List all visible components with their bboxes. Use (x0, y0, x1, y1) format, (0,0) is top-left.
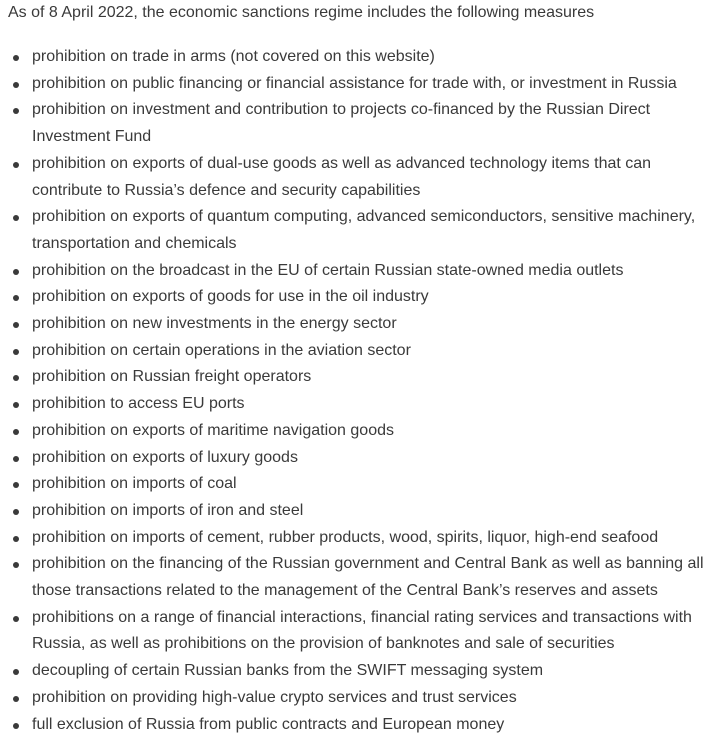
bullet-icon (13, 269, 19, 275)
list-item-text: prohibitions on a range of financial interactions, financial rating services and transactions with Russia, as well as prohibitions on the provision of banknotes and sale of securities (32, 608, 692, 653)
list-item-text: prohibition on new investments in the energy sector (32, 315, 397, 333)
list-item (8, 498, 720, 525)
bullet-icon (13, 429, 19, 435)
list-item (8, 712, 720, 739)
bullet-icon (13, 509, 19, 515)
measures-list (8, 44, 720, 738)
bullet-icon (13, 55, 19, 61)
list-item-text: prohibition on exports of quantum computing, advanced semiconductors, sensitive machinery, transportation and chemicals (32, 208, 696, 252)
list-item (8, 204, 720, 257)
list-item-text: prohibition on exports of goods for use in the oil industry (32, 288, 429, 306)
list-item (8, 311, 720, 338)
list-item (8, 658, 720, 685)
list-item-text: prohibition on the broadcast in the EU of certain Russian state-owned media outlets (32, 261, 624, 279)
list-item (8, 525, 720, 552)
list-item (8, 364, 720, 391)
list-item (8, 44, 720, 71)
list-item-text: prohibition on public financing or financial assistance for trade with, or investment in Russia (32, 74, 677, 92)
list-item (8, 605, 720, 658)
bullet-icon (13, 108, 19, 114)
list-item (8, 471, 720, 498)
list-item-text: prohibition to access EU ports (32, 395, 245, 413)
list-item-text: prohibition on certain operations in the aviation sector (32, 341, 411, 359)
list-item-text: prohibition on trade in arms (not covered on this website) (32, 48, 435, 65)
list-item-text: prohibition on Russian freight operators (32, 368, 312, 386)
list-item (8, 151, 720, 204)
list-item (8, 284, 720, 311)
list-item-text: prohibition on imports of cement, rubber products, wood, spirits, liquor, high-end seafood (32, 528, 659, 546)
bullet-icon (13, 562, 19, 568)
list-item-text: full exclusion of Russia from public contracts and European money (32, 715, 505, 733)
list-item-text: prohibition on imports of iron and steel (32, 501, 304, 519)
list-item-text: prohibition on providing high-value crypto services and trust services (32, 688, 517, 706)
bullet-icon (13, 162, 19, 168)
bullet-icon (13, 536, 19, 542)
bullet-icon (13, 456, 19, 462)
list-item-text: prohibition on exports of dual-use goods as well as advanced technology items that can contribute to Russia’s defence and security capabilities (32, 154, 652, 199)
list-item (8, 391, 720, 418)
bullet-icon (13, 82, 19, 88)
list-item-text: prohibition on investment and contribution to projects co-financed by the Russian Direct Investment Fund (32, 101, 651, 146)
list-item-text: prohibition on the financing of the Russian government and Central Bank as well as banning all those transactions related to the management of the Central Bank’s reserves and assets (32, 555, 704, 600)
bullet-icon (13, 723, 19, 729)
bullet-icon (13, 696, 19, 702)
bullet-icon (13, 402, 19, 408)
list-item-text: prohibition on exports of maritime navigation goods (32, 421, 394, 439)
list-item-text: prohibition on imports of coal (32, 475, 237, 493)
list-item-text: decoupling of certain Russian banks from the SWIFT messaging system (32, 662, 544, 680)
list-item (8, 685, 720, 712)
list-item (8, 445, 720, 472)
list-item (8, 338, 720, 365)
bullet-icon (13, 669, 19, 675)
bullet-icon (13, 616, 19, 622)
list-item-text: prohibition on exports of luxury goods (32, 448, 298, 466)
list-item (8, 71, 720, 98)
list-item (8, 418, 720, 445)
bullet-icon (13, 482, 19, 488)
bullet-icon (13, 295, 19, 301)
intro-text: As of 8 April 2022, the economic sanctions regime includes the following measures (8, 4, 595, 21)
list-item (8, 258, 720, 285)
bullet-icon (13, 322, 19, 328)
list-item (8, 97, 720, 150)
list-item (8, 551, 720, 604)
bullet-icon (13, 215, 19, 221)
bullet-icon (13, 349, 19, 355)
bullet-icon (13, 375, 19, 381)
